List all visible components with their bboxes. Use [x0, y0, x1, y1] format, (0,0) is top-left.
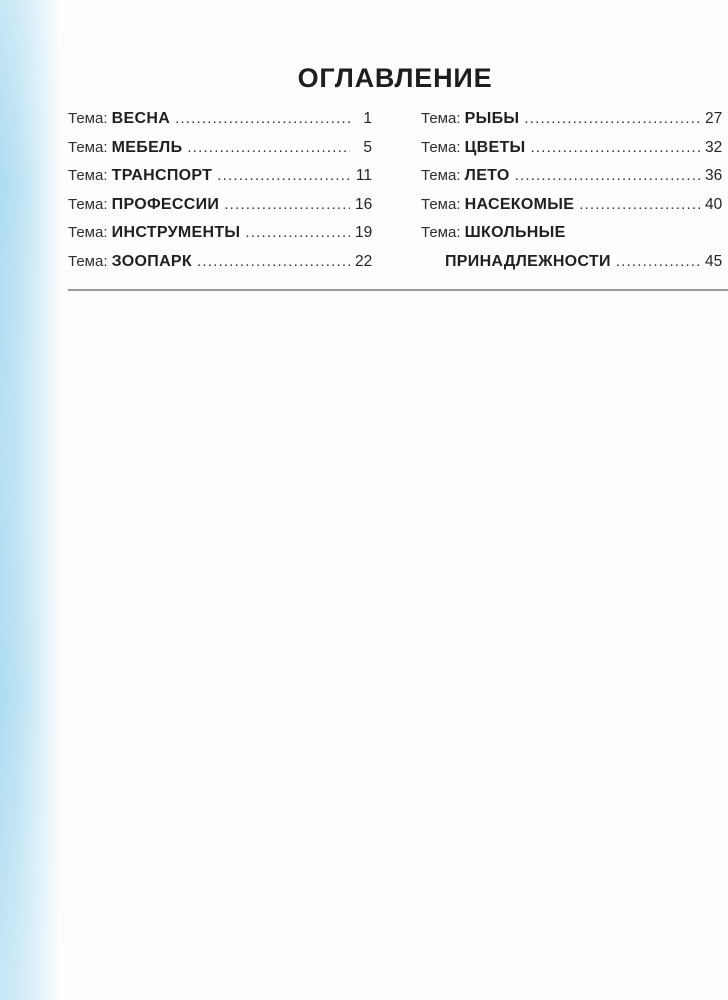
entry-page-number: 5 — [363, 138, 372, 156]
entry-topic: РЫБЫ — [464, 110, 520, 127]
entry-prefix: Тема: — [421, 195, 461, 213]
toc-columns — [68, 105, 722, 276]
entry-topic: ТРАНСПОРТ — [111, 167, 213, 184]
toc-entry — [68, 162, 372, 191]
entry-page-number: 27 — [705, 110, 723, 127]
entry-prefix: Тема: — [68, 110, 108, 127]
entry-prefix: Тема: — [68, 224, 108, 241]
entry-page-number: 45 — [705, 252, 723, 270]
dot-leader — [217, 162, 350, 191]
toc-entry — [68, 248, 372, 277]
entry-topic: ЦВЕТЫ — [464, 138, 526, 156]
entry-topic: ЛЕТО — [464, 167, 510, 184]
dot-leader — [175, 105, 350, 134]
toc-column-left — [68, 105, 372, 276]
dot-leader — [515, 162, 700, 191]
toc-column-right — [421, 105, 722, 276]
toc-entry-line2 — [421, 248, 722, 277]
toc-entry — [68, 219, 372, 248]
entry-prefix: Тема: — [421, 167, 461, 184]
entry-prefix: Тема: — [68, 138, 108, 156]
toc-entry — [421, 191, 722, 220]
entry-prefix: Тема: — [421, 110, 461, 127]
entry-topic: ВЕСНА — [111, 110, 171, 127]
dot-leader — [187, 134, 350, 163]
entry-topic: ИНСТРУМЕНТЫ — [111, 224, 241, 241]
entry-topic-continued: ПРИНАДЛЕЖНОСТИ — [445, 252, 611, 270]
dot-leader — [524, 105, 700, 134]
entry-prefix: Тема: — [68, 195, 108, 213]
dot-leader — [616, 248, 700, 277]
horizontal-rule — [68, 289, 728, 291]
entry-topic: НАСЕКОМЫЕ — [464, 195, 575, 213]
toc-entry — [68, 105, 372, 134]
entry-page-number: 11 — [355, 167, 372, 184]
page-title: ОГЛАВЛЕНИЕ — [297, 63, 493, 93]
entry-topic: ШКОЛЬНЫЕ — [464, 224, 566, 241]
toc-entry — [421, 105, 722, 134]
entry-prefix: Тема: — [68, 167, 108, 184]
entry-page-number: 1 — [363, 110, 372, 127]
entry-page-number: 22 — [355, 252, 373, 270]
entry-prefix: Тема: — [68, 252, 108, 270]
entry-page-number: 36 — [705, 167, 723, 184]
entry-page-number: 32 — [705, 138, 723, 156]
dot-leader — [197, 248, 350, 277]
toc-entry-line1 — [421, 219, 722, 248]
entry-prefix: Тема: — [421, 224, 461, 241]
scanned-book-edge — [0, 0, 64, 1000]
entry-page-number: 19 — [355, 224, 373, 241]
toc-entry — [68, 134, 372, 163]
entry-page-number: 40 — [705, 195, 723, 213]
dot-leader — [579, 191, 700, 220]
entry-topic: ЗООПАРК — [111, 252, 192, 270]
entry-topic: ПРОФЕССИИ — [111, 195, 220, 213]
toc-entry — [421, 162, 722, 191]
dot-leader — [531, 134, 700, 163]
entry-prefix: Тема: — [421, 138, 461, 156]
entry-topic: МЕБЕЛЬ — [111, 138, 183, 156]
toc-page — [68, 0, 728, 291]
entry-page-number: 16 — [355, 195, 373, 213]
dot-leader — [224, 191, 350, 220]
toc-entry — [421, 134, 722, 163]
toc-entry — [68, 191, 372, 220]
dot-leader — [245, 219, 350, 248]
